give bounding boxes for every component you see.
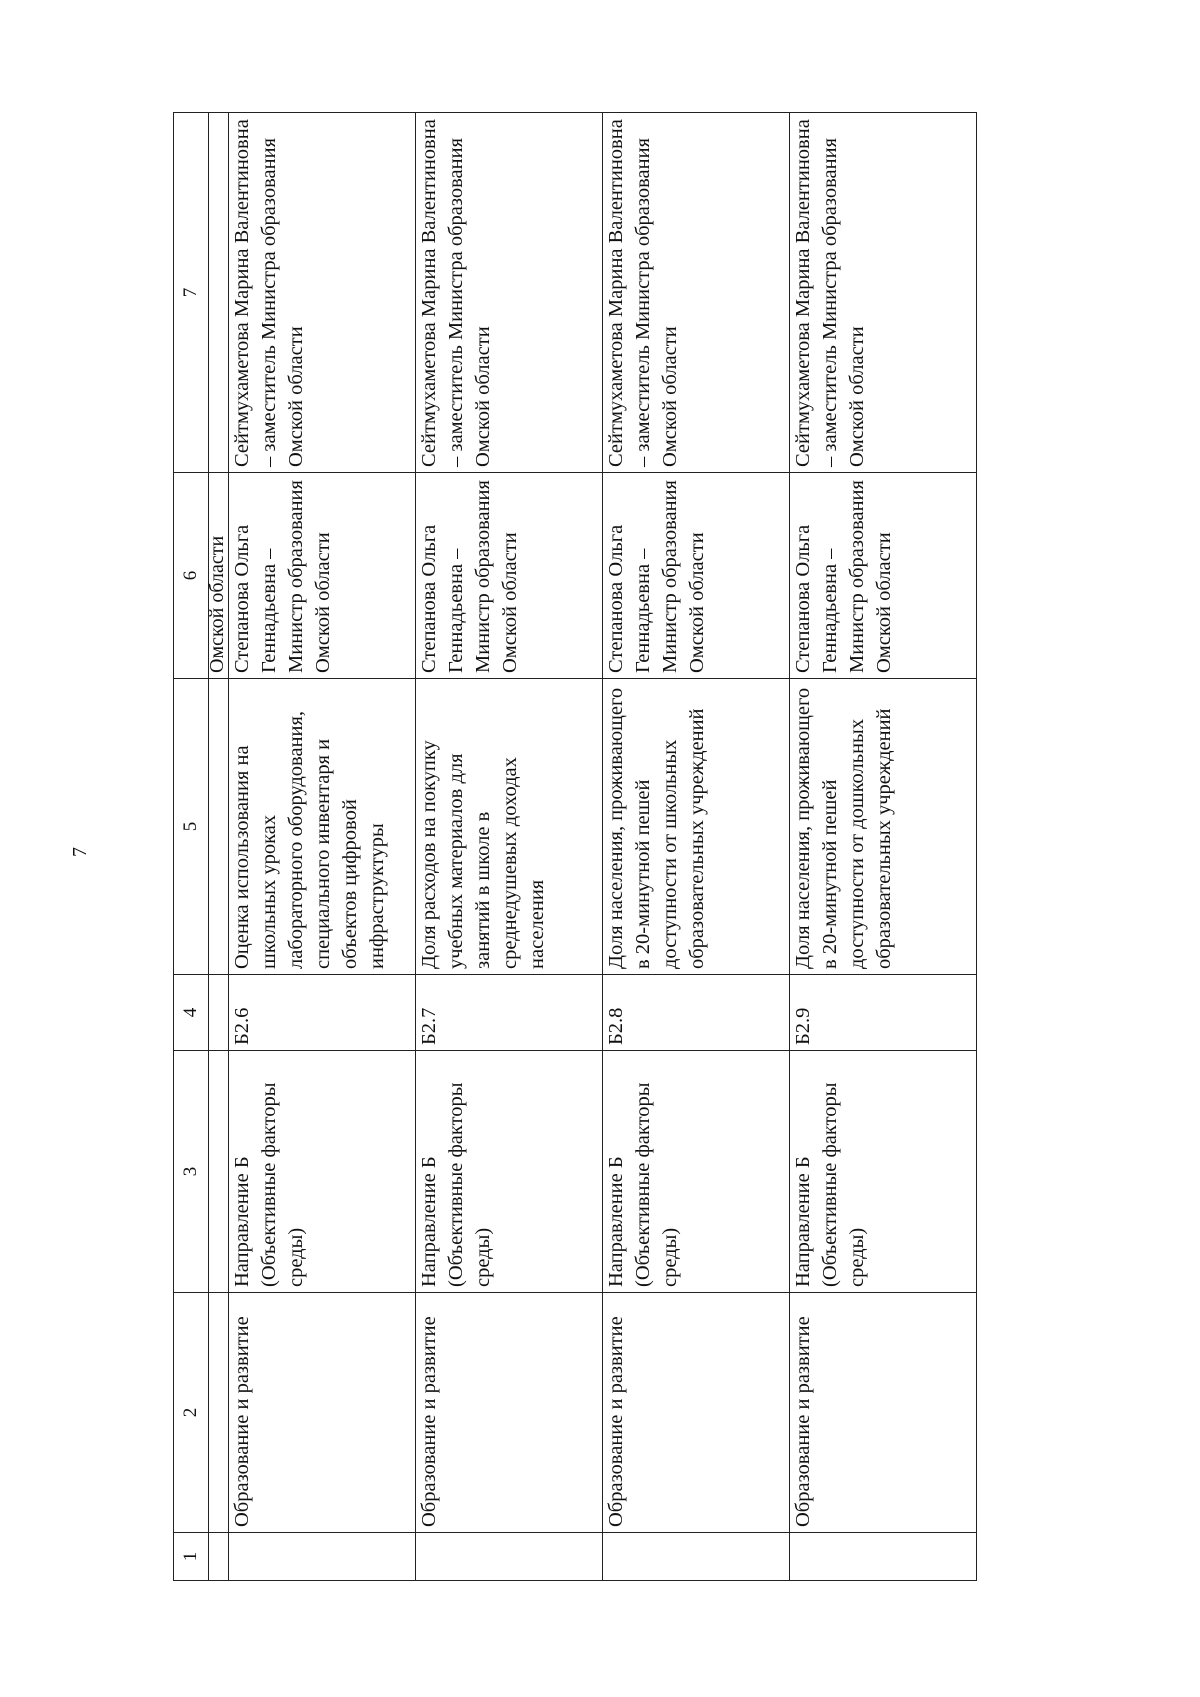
- cont-cell-6: Омской области: [208, 473, 228, 679]
- table-row: [415, 113, 602, 1581]
- cell-sphere: Образование и развитие: [415, 1293, 602, 1533]
- cont-cell-5: [208, 679, 228, 975]
- cell-sphere: Образование и развитие: [789, 1293, 976, 1533]
- cell-indicator: Оценка использования на школьных уроках лабораторного оборудования, специального инвентаря и объектов цифровой инфраструктуры: [228, 679, 415, 975]
- cell-deputy: Сейтмухаметова Марина Валентиновна – заместитель Министра образования Омской области: [228, 113, 415, 473]
- header-col-4: 4: [174, 975, 209, 1051]
- cell-number: [789, 1533, 976, 1581]
- header-col-2: 2: [174, 1293, 209, 1533]
- cell-sphere: Образование и развитие: [228, 1293, 415, 1533]
- header-col-5: 5: [174, 679, 209, 975]
- cell-indicator: Доля населения, проживающего в 20-минутной пешей доступности от школьных образовательных учреждений: [602, 679, 789, 975]
- continuation-row: [208, 113, 228, 1581]
- indicators-table: [173, 112, 977, 1581]
- cell-direction: Направление Б (Объективные факторы среды): [415, 1051, 602, 1293]
- cont-cell-7: [208, 113, 228, 473]
- cell-code: Б2.7: [415, 975, 602, 1051]
- cell-responsible: Степанова Ольга Геннадьевна – Министр образования Омской области: [789, 473, 976, 679]
- cell-indicator: Доля расходов на покупку учебных материалов для занятий в школе в среднедушевых доходах населения: [415, 679, 602, 975]
- header-row: [174, 113, 209, 1581]
- cell-direction: Направление Б (Объективные факторы среды): [789, 1051, 976, 1293]
- cell-code: Б2.6: [228, 975, 415, 1051]
- table-row: [228, 113, 415, 1581]
- table-wrapper: [173, 113, 977, 1581]
- cell-responsible: Степанова Ольга Геннадьевна – Министр образования Омской области: [228, 473, 415, 679]
- cont-cell-2: [208, 1293, 228, 1533]
- cont-cell-4: [208, 975, 228, 1051]
- cell-indicator: Доля населения, проживающего в 20-минутной пешей доступности от дошкольных образовательных учреждений: [789, 679, 976, 975]
- rotated-table-frame: [173, 113, 977, 1581]
- cont-cell-3: [208, 1051, 228, 1293]
- cell-number: [602, 1533, 789, 1581]
- cell-direction: Направление Б (Объективные факторы среды): [602, 1051, 789, 1293]
- cell-number: [228, 1533, 415, 1581]
- page-number: 7: [69, 847, 91, 857]
- cell-code: Б2.8: [602, 975, 789, 1051]
- cell-deputy: Сейтмухаметова Марина Валентиновна – заместитель Министра образования Омской области: [602, 113, 789, 473]
- cell-responsible: Степанова Ольга Геннадьевна – Министр образования Омской области: [602, 473, 789, 679]
- cont-cell-1: [208, 1533, 228, 1581]
- header-col-7: 7: [174, 113, 209, 473]
- cell-deputy: Сейтмухаметова Марина Валентиновна – заместитель Министра образования Омской области: [789, 113, 976, 473]
- cell-number: [415, 1533, 602, 1581]
- header-col-6: 6: [174, 473, 209, 679]
- cell-responsible: Степанова Ольга Геннадьевна – Министр образования Омской области: [415, 473, 602, 679]
- table-row: [789, 113, 976, 1581]
- header-col-3: 3: [174, 1051, 209, 1293]
- cell-code: Б2.9: [789, 975, 976, 1051]
- cell-direction: Направление Б (Объективные факторы среды): [228, 1051, 415, 1293]
- header-col-1: 1: [174, 1533, 209, 1581]
- cell-sphere: Образование и развитие: [602, 1293, 789, 1533]
- table-row: [602, 113, 789, 1581]
- cell-deputy: Сейтмухаметова Марина Валентиновна – заместитель Министра образования Омской области: [415, 113, 602, 473]
